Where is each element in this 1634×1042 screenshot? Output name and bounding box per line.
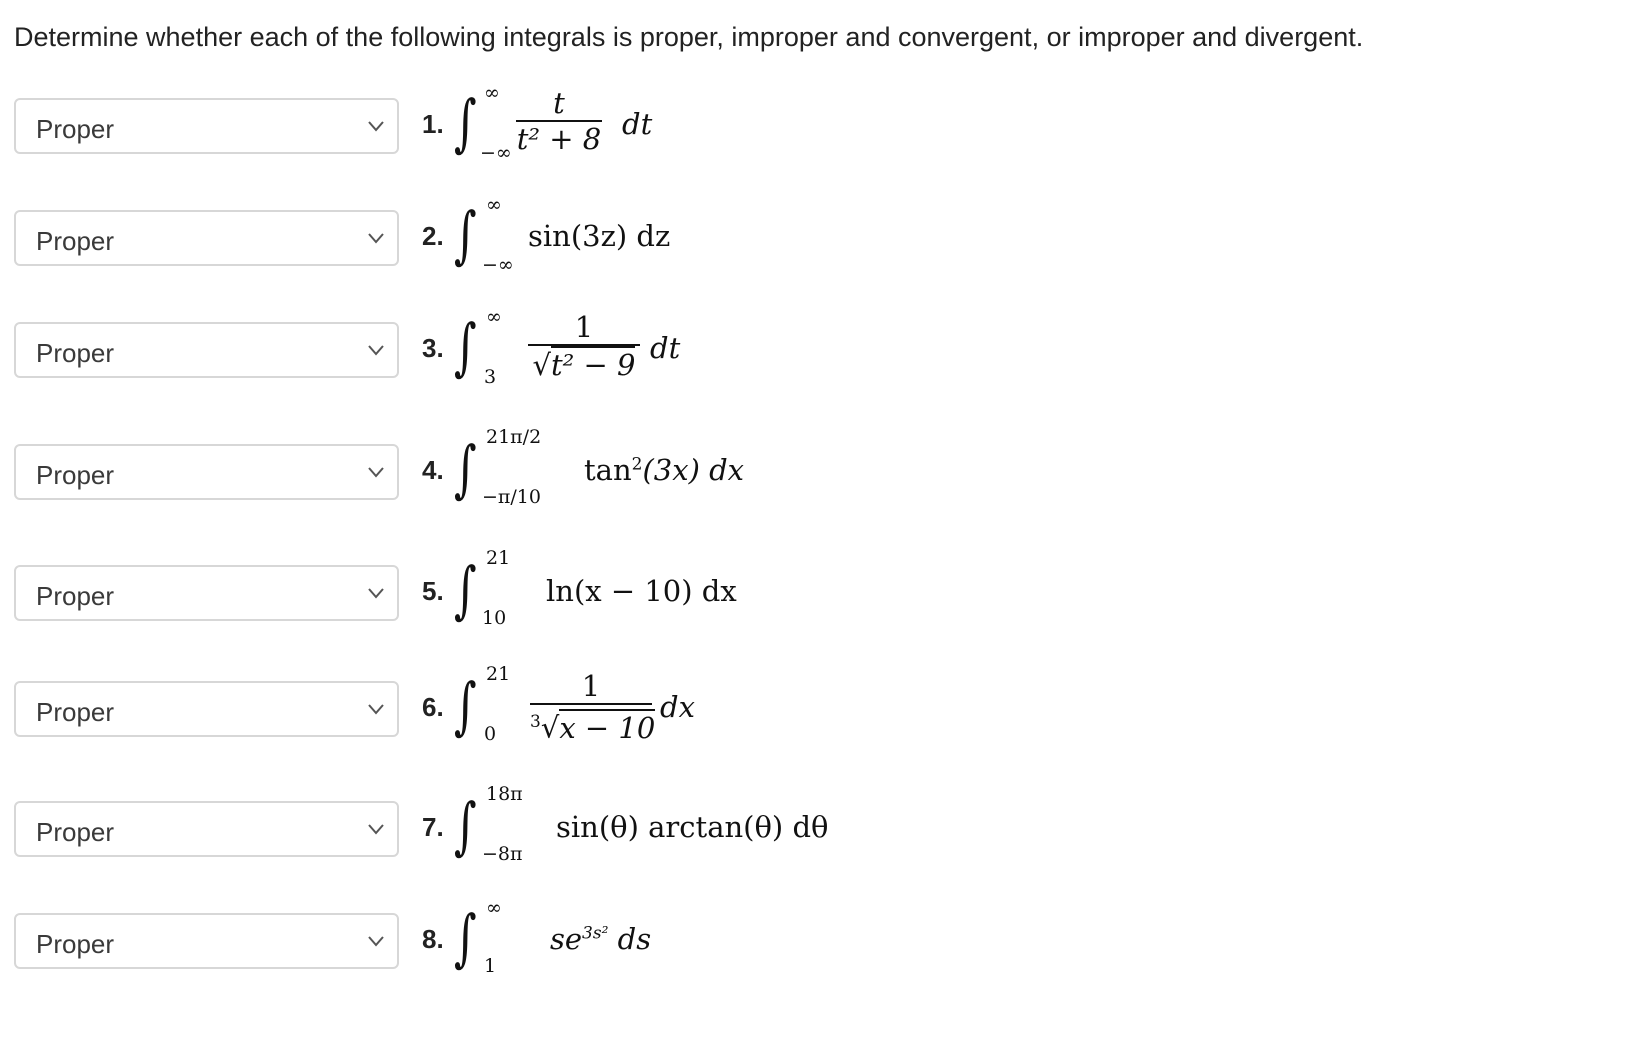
chevron-down-icon bbox=[367, 702, 385, 716]
integrand-5: ln(x − 10) dx bbox=[546, 574, 737, 608]
root-index-6: 3 bbox=[530, 712, 541, 732]
chevron-down-icon bbox=[367, 465, 385, 479]
answer-select-6-value: Proper bbox=[36, 697, 115, 727]
fraction-6 bbox=[530, 669, 656, 745]
lower-limit-4: −π/10 bbox=[482, 486, 541, 508]
upper-limit-3: ∞ bbox=[486, 306, 502, 328]
radicand-3: t² − 9 bbox=[551, 348, 636, 382]
integral-sign: ∫ bbox=[454, 86, 477, 159]
cbrt-symbol: √ bbox=[540, 710, 560, 745]
question-row-3 bbox=[14, 306, 1314, 388]
question-number-5: 5. bbox=[422, 576, 444, 606]
integrand-4-rest: (3x) dx bbox=[642, 453, 745, 487]
upper-limit-7: 18π bbox=[486, 783, 523, 805]
answer-select-1[interactable] bbox=[14, 98, 399, 154]
fraction-3 bbox=[528, 310, 640, 382]
question-number-6: 6. bbox=[422, 692, 444, 722]
numerator-6: 1 bbox=[581, 669, 601, 703]
integrand-4-exp: 2 bbox=[631, 454, 643, 475]
question-prompt: Determine whether each of the following integrals is proper, improper and convergent, or improper and divergent. bbox=[14, 22, 1364, 52]
integral-sign: ∫ bbox=[454, 310, 477, 383]
question-row-6 bbox=[14, 663, 1314, 745]
answer-select-2-value: Proper bbox=[36, 226, 115, 256]
integrand-2: sin(3z) dz bbox=[528, 219, 671, 253]
answer-select-3[interactable] bbox=[14, 322, 399, 378]
lower-limit-3: 3 bbox=[484, 366, 497, 388]
upper-limit-4: 21π/2 bbox=[486, 426, 542, 448]
answer-select-4-value: Proper bbox=[36, 460, 115, 490]
chevron-down-icon bbox=[367, 586, 385, 600]
lower-limit-5: 10 bbox=[482, 607, 507, 629]
answer-select-1-value: Proper bbox=[36, 114, 115, 144]
question-row-8 bbox=[14, 897, 1314, 977]
answer-select-4[interactable] bbox=[14, 444, 399, 500]
integrand-8 bbox=[550, 922, 651, 956]
question-row-5 bbox=[14, 547, 1314, 629]
answer-select-7[interactable] bbox=[14, 801, 399, 857]
answer-select-2[interactable] bbox=[14, 210, 399, 266]
answer-select-3-value: Proper bbox=[36, 338, 115, 368]
numerator-3: 1 bbox=[574, 310, 594, 344]
answer-select-5[interactable] bbox=[14, 565, 399, 621]
upper-limit-2: ∞ bbox=[486, 194, 502, 216]
integral-sign: ∫ bbox=[454, 669, 477, 742]
integral-sign: ∫ bbox=[454, 789, 477, 862]
denominator-3 bbox=[528, 344, 640, 382]
radicand-6: x − 10 bbox=[559, 710, 656, 745]
integrand-4 bbox=[584, 453, 744, 487]
differential-1: dt bbox=[622, 107, 653, 141]
upper-limit-6: 21 bbox=[486, 663, 511, 685]
question-row-4 bbox=[14, 426, 1314, 508]
answer-select-7-value: Proper bbox=[36, 817, 115, 847]
fraction-1 bbox=[516, 86, 602, 156]
chevron-down-icon bbox=[367, 231, 385, 245]
question-number-8: 8. bbox=[422, 924, 444, 954]
chevron-down-icon bbox=[367, 934, 385, 948]
question-row-2 bbox=[14, 194, 1314, 276]
denominator-1: t² + 8 bbox=[516, 122, 602, 156]
upper-limit-1: ∞ bbox=[484, 82, 500, 104]
question-number-1: 1. bbox=[422, 109, 444, 139]
integral-sign: ∫ bbox=[454, 198, 477, 271]
integral-sign: ∫ bbox=[454, 553, 477, 626]
integrand-8-exp: 3s² bbox=[582, 923, 609, 944]
lower-limit-6: 0 bbox=[484, 723, 497, 745]
chevron-down-icon bbox=[367, 822, 385, 836]
lower-limit-8: 1 bbox=[484, 955, 497, 977]
question-number-3: 3. bbox=[422, 333, 444, 363]
integral-sign: ∫ bbox=[454, 432, 477, 505]
question-number-7: 7. bbox=[422, 812, 444, 842]
question-row-1 bbox=[14, 82, 1314, 164]
differential-3: dt bbox=[650, 331, 681, 365]
lower-limit-2: −∞ bbox=[482, 254, 514, 276]
question-number-4: 4. bbox=[422, 455, 444, 485]
chevron-down-icon bbox=[367, 119, 385, 133]
integral-sign: ∫ bbox=[454, 901, 477, 974]
chevron-down-icon bbox=[367, 343, 385, 357]
integrand-7: sin(θ) arctan(θ) dθ bbox=[556, 810, 829, 844]
answer-select-8-value: Proper bbox=[36, 929, 115, 959]
question-number-2: 2. bbox=[422, 221, 444, 251]
upper-limit-5: 21 bbox=[486, 547, 511, 569]
lower-limit-1: −∞ bbox=[480, 142, 512, 164]
integrand-8-diff: ds bbox=[617, 922, 652, 956]
integrand-4-fn: tan bbox=[584, 453, 632, 487]
integrand-8-base: se bbox=[550, 922, 583, 956]
answer-select-6[interactable] bbox=[14, 681, 399, 737]
differential-6: dx bbox=[660, 690, 695, 724]
answer-select-8[interactable] bbox=[14, 913, 399, 969]
sqrt-symbol: √ bbox=[532, 348, 551, 382]
denominator-6 bbox=[530, 703, 656, 745]
question-row-7 bbox=[14, 783, 1314, 865]
numerator-1: t bbox=[553, 86, 565, 120]
lower-limit-7: −8π bbox=[482, 843, 523, 865]
answer-select-5-value: Proper bbox=[36, 581, 115, 611]
upper-limit-8: ∞ bbox=[486, 897, 502, 919]
